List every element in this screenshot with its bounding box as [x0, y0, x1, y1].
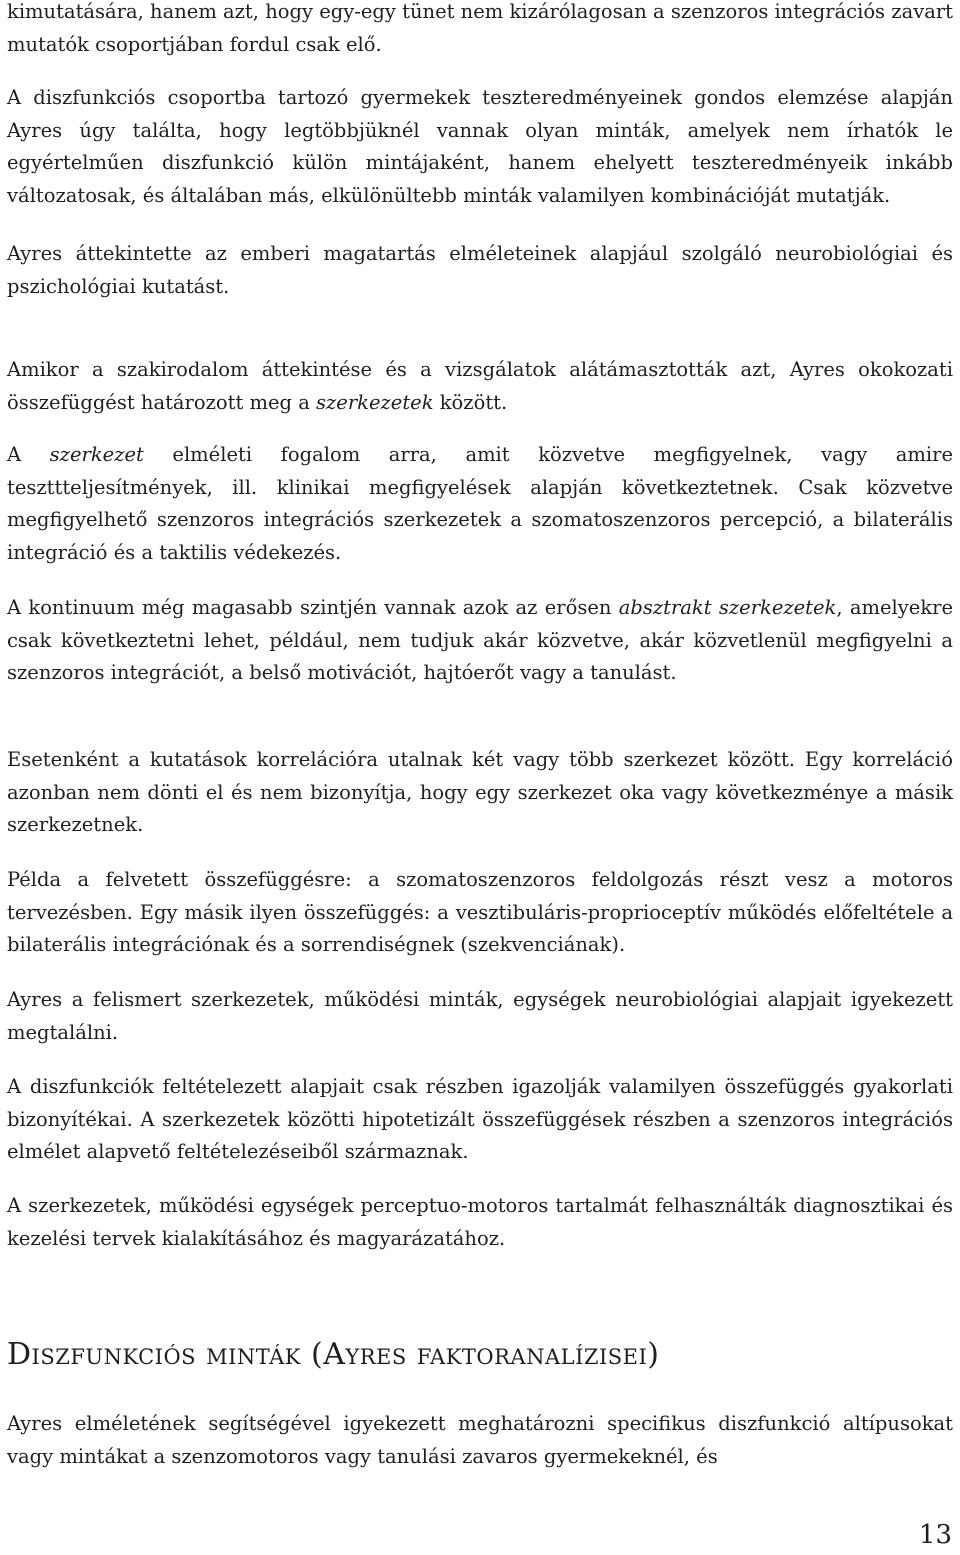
- paragraph-2: Ayres áttekintette az emberi magatartás elméleteinek alapjául szolgáló neurobiológiai és pszichológiai kutatást.: [7, 242, 953, 298]
- page-number: 13: [918, 1520, 952, 1550]
- paragraph-11: Ayres elméletének segítségével igyekezett meghatározni specifikus diszfunkció altípusokat vagy mintákat a szenzomotoros vagy tanulási zavaros gyermekeknél, és: [7, 1412, 953, 1468]
- emphasis: szerkezetek: [316, 390, 434, 414]
- paragraph-10: A szerkezetek, működési egységek perceptuo-motoros tartalmát felhasználták diagnosztikai és kezelési tervek kialakításához és magyarázatához.: [7, 1194, 953, 1250]
- paragraph-3: Amikor a szakirodalom áttekintése és a vizsgálatok alátámasztották azt, Ayres okokozati összefüggést határozott meg a szerkezetek között.: [7, 358, 953, 414]
- paragraph-1: A diszfunkciós csoportba tartozó gyermekek teszteredményeinek gondos elemzése alapján Ayres úgy találta, hogy legtöbbjüknél vannak olyan minták, amelyek nem írhatók le egyértelműen diszfunkció külön mintájaként, hanem ehelyett teszteredményeik inkább változatosak, és általában más, elkülönültebb minták valamilyen kombinációját mutatják.: [7, 86, 953, 207]
- emphasis: szerkezet: [49, 443, 144, 466]
- paragraph-7: Példa a felvetett összefüggésre: a szomatoszenzoros feldolgozás részt vesz a motoros tervezésben. Egy másik ilyen összefüggés: a vesztibuláris-proprioceptív működés előfeltétele a bilaterális integrációnak és a sorrendiségnek (szekvenciának).: [7, 868, 953, 956]
- section-heading: Diszfunkciós minták (Ayres faktoranalízisei): [7, 1337, 660, 1372]
- paragraph-0: kimutatására, hanem azt, hogy egy-egy tünet nem kizárólagosan a szenzoros integrációs zavart mutatók csoportjában fordul csak elő.: [7, 0, 953, 56]
- emphasis: absztrakt szerkezetek: [618, 596, 837, 619]
- paragraph-6: Esetenként a kutatások korrelációra utalnak két vagy több szerkezet között. Egy korreláció azonban nem dönti el és nem bizonyítja, hogy egy szerkezet oka vagy következménye a másik szerkezetnek.: [7, 748, 953, 836]
- paragraph-9: A diszfunkciók feltételezett alapjait csak részben igazolják valamilyen összefüggés gyakorlati bizonyítékai. A szerkezetek közötti hipotetizált összefüggések részben a szenzoros integrációs elmélet alapvető feltételezéseiből származnak.: [7, 1075, 953, 1163]
- paragraph-8: Ayres a felismert szerkezetek, működési minták, egységek neurobiológiai alapjait igyekezett megtalálni.: [7, 988, 953, 1044]
- paragraph-5: A kontinuum még magasabb szintjén vannak azok az erősen absztrakt szerkezetek, amelyekre csak következtetni lehet, például, nem tudjuk akár közvetve, akár közvetlenül megfigyelni a szenzoros integrációt, a belső motivációt, hajtóerőt vagy a tanulást.: [7, 596, 953, 684]
- paragraph-4: A szerkezet elméleti fogalom arra, amit közvetve megfigyelnek, vagy amire teszttteljesítmények, ill. klinikai megfigyelések alapján következtetnek. Csak közvetve megfigyelhető szenzoros integrációs szerkezetek a szomatoszenzoros percepció, a bilaterális integráció és a taktilis védekezés.: [7, 443, 954, 564]
